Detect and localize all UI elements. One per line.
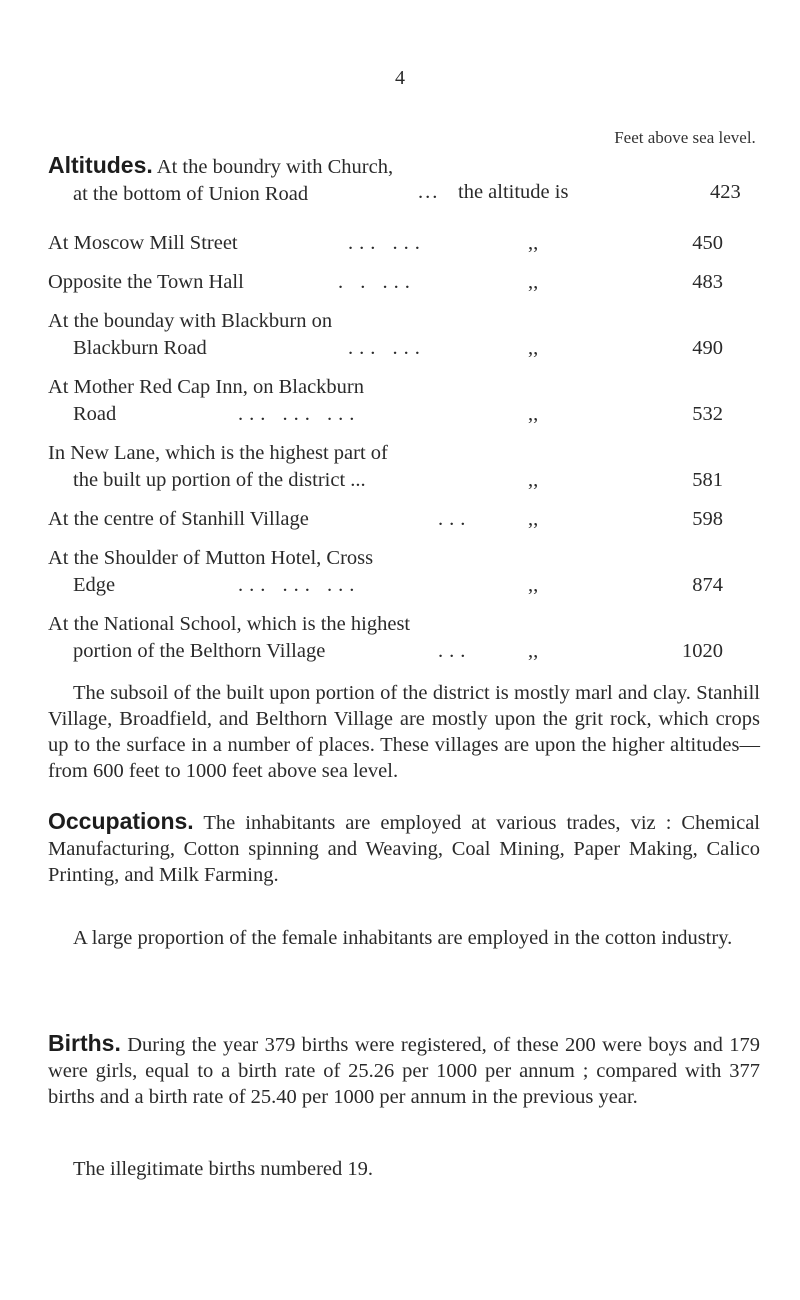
altitude-value: 598 [692, 508, 723, 530]
leader-dots: ... ... ... [238, 574, 361, 596]
altitude-row [48, 506, 748, 533]
leader-dots: ... [438, 508, 472, 530]
altitude-location: At Moscow Mill Street [48, 232, 238, 254]
altitude-value: 490 [692, 337, 723, 359]
altitude-value: 581 [692, 469, 723, 491]
column-header-feet-above-sea-level: Feet above sea level. [614, 128, 756, 147]
births-paragraph [48, 1030, 760, 1110]
ditto-mark: ,, [528, 469, 539, 491]
altitude-row [48, 545, 748, 599]
ditto-mark: ,, [528, 271, 539, 293]
altitude-location: At the bounday with Blackburn on Blackburn Road [48, 310, 333, 359]
intro-dots: ... [418, 181, 440, 203]
intro-line1: At the boundry with Church, [156, 156, 394, 178]
altitude-row [48, 230, 748, 257]
leader-dots: . . ... [338, 271, 416, 293]
ditto-mark: ,, [528, 640, 539, 662]
altitude-row [48, 308, 748, 362]
births-text: During the year 379 births were registered, of these 200 were boys and 179 were girls, equal to a birth rate of 25.26 per 1000 per annum ; compared with 377 births and a birth rate of 25.40 per 1000 per annum in the previous year. [48, 1034, 761, 1108]
altitude-value: 483 [692, 271, 723, 293]
intro-tail [418, 179, 741, 206]
altitude-value: 532 [692, 403, 723, 425]
female-employment-paragraph: A large proportion of the female inhabitants are employed in the cotton industry. [73, 927, 733, 949]
altitude-row [48, 611, 748, 665]
illegitimate-births-paragraph: The illegitimate births numbered 19. [73, 1158, 374, 1180]
altitudes-table [48, 230, 748, 677]
altitude-location: Opposite the Town Hall [48, 271, 244, 293]
altitude-location: At Mother Red Cap Inn, on Blackburn Road [48, 376, 364, 425]
ditto-mark: ,, [528, 508, 539, 530]
altitude-location: At the Shoulder of Mutton Hotel, Cross Edge [48, 547, 374, 596]
leader-dots: ... ... [348, 337, 426, 359]
altitude-location: In New Lane, which is the highest part of the built up portion of the district ... [48, 442, 388, 491]
ditto-mark: ,, [528, 403, 539, 425]
altitudes-heading: Altitudes. [48, 152, 153, 178]
leader-dots: ... ... [348, 232, 426, 254]
intro-tail-text: the altitude is [458, 181, 569, 203]
altitude-value: 874 [692, 574, 723, 596]
occupations-heading: Occupations. [48, 808, 194, 834]
ditto-mark: ,, [528, 574, 539, 596]
intro-line2: at the bottom of Union Road [73, 183, 309, 205]
altitude-location: At the centre of Stanhill Village [48, 508, 309, 530]
altitude-location: At the National School, which is the highest portion of the Belthorn Village [48, 613, 411, 662]
occupations-paragraph [48, 808, 760, 888]
altitude-row [48, 374, 748, 428]
page-number: 4 [395, 67, 405, 89]
altitude-row [48, 269, 748, 296]
intro-value: 423 [710, 181, 741, 203]
ditto-mark: ,, [528, 337, 539, 359]
leader-dots: ... ... ... [238, 403, 361, 425]
ditto-mark: ,, [528, 232, 539, 254]
births-heading: Births. [48, 1030, 121, 1056]
occupations-text: The inhabitants are employed at various trades, viz : Chemical Manufacturing, Cotton spinning and Weaving, Coal Mining, Paper Making, Calico Printing, and Milk Farming. [48, 812, 760, 886]
leader-dots: ... [438, 640, 472, 662]
subsoil-paragraph: The subsoil of the built upon portion of the district is mostly marl and clay. Stanhill Village, Broadfield, and Belthorn Village are mostly upon the grit rock, which crops up to the surface in a number of places. These villages are upon the higher altitudes—from 600 feet to 1000 feet above sea level. [48, 682, 760, 782]
altitude-value: 1020 [682, 640, 723, 662]
altitudes-intro [48, 152, 778, 208]
altitude-value: 450 [692, 232, 723, 254]
altitude-row [48, 440, 748, 494]
